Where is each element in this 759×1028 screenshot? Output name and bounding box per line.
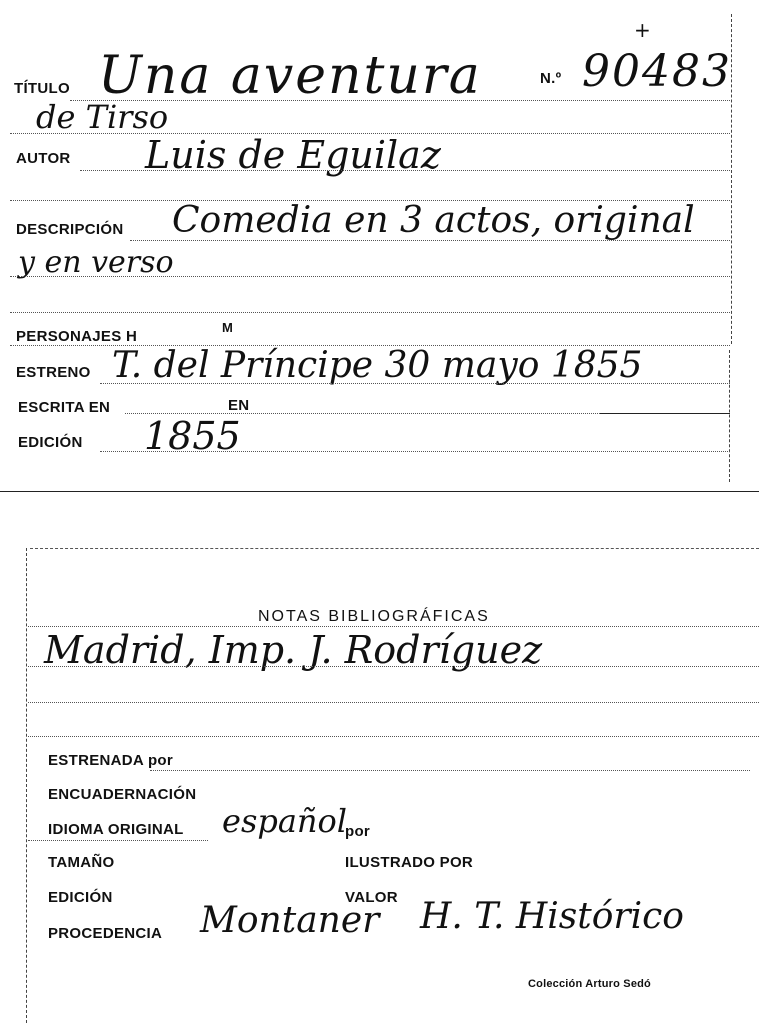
encuadernacion-label: ENCUADERNACIÓN [48,786,197,803]
idioma-rule [28,840,208,841]
titulo-value-line1: Una aventura [98,46,482,106]
catalog-card-top [0,0,759,494]
titulo-value-line2: de Tirso [36,98,169,136]
escrita-en-label: ESCRITA EN [18,399,111,416]
edicion-bottom-label: EDICIÓN [48,889,113,906]
descripcion-label: DESCRIPCIÓN [16,221,124,238]
notas-heading: NOTAS BIBLIOGRÁFICAS [258,608,490,625]
procedencia-value-2: H. T. Histórico [420,896,684,937]
titulo-label: TÍTULO [14,80,70,97]
descripcion-value-line2: y en verso [18,245,174,280]
personajes-label: PERSONAJES H [16,328,138,345]
idioma-por-label: por [345,823,371,840]
card-right-edge-lower [729,350,730,482]
numero-value: 90483 [582,46,732,97]
procedencia-label: PROCEDENCIA [48,925,163,942]
ilustrado-por-label: ILUSTRADO POR [345,854,474,871]
descripcion-rule-2 [10,276,730,277]
autor-label: AUTOR [16,150,71,167]
idioma-value: español [222,802,348,840]
estrenada-por-label: ESTRENADA por [48,752,174,769]
notas-rule [28,626,759,627]
notas-value: Madrid, Imp. J. Rodríguez [44,628,543,672]
autor-rule [80,170,730,171]
estreno-value: T. del Príncipe 30 mayo 1855 [112,345,643,386]
escrita-en-2-label: EN [228,397,250,414]
card-bottom-left-edge [26,548,27,1023]
estrenada-rule [150,770,750,771]
descripcion-rule [130,240,730,241]
coleccion-label: Colección Arturo Sedó [528,978,651,990]
descripcion-value-line1: Comedia en 3 actos, original [172,200,695,241]
edicion-label: EDICIÓN [18,434,83,451]
card-top-bottom-edge [0,491,759,492]
notas-rule-3 [28,702,759,703]
catalog-card-bottom [0,540,759,1028]
notas-rule-2 [28,666,759,667]
tamano-label: TAMAÑO [48,854,115,871]
estreno-rule [100,383,730,384]
titulo-rule [70,100,730,101]
edicion-rule [100,451,730,452]
valor-label: VALOR [345,889,398,906]
idioma-original-label: IDIOMA ORIGINAL [48,821,184,838]
plus-mark: + [634,18,651,42]
procedencia-value-1: Montaner [200,900,380,941]
estreno-label: ESTRENO [16,364,91,381]
escrita-en-solid [600,413,730,414]
personajes-m-label: M [222,320,234,335]
card-bottom-top-edge [30,548,759,549]
descripcion-rule-3 [10,312,730,313]
notas-rule-4 [28,736,759,737]
numero-label: N.º [540,70,562,87]
autor-value: Luis de Eguilaz [145,133,441,177]
edicion-value: 1855 [144,414,241,458]
